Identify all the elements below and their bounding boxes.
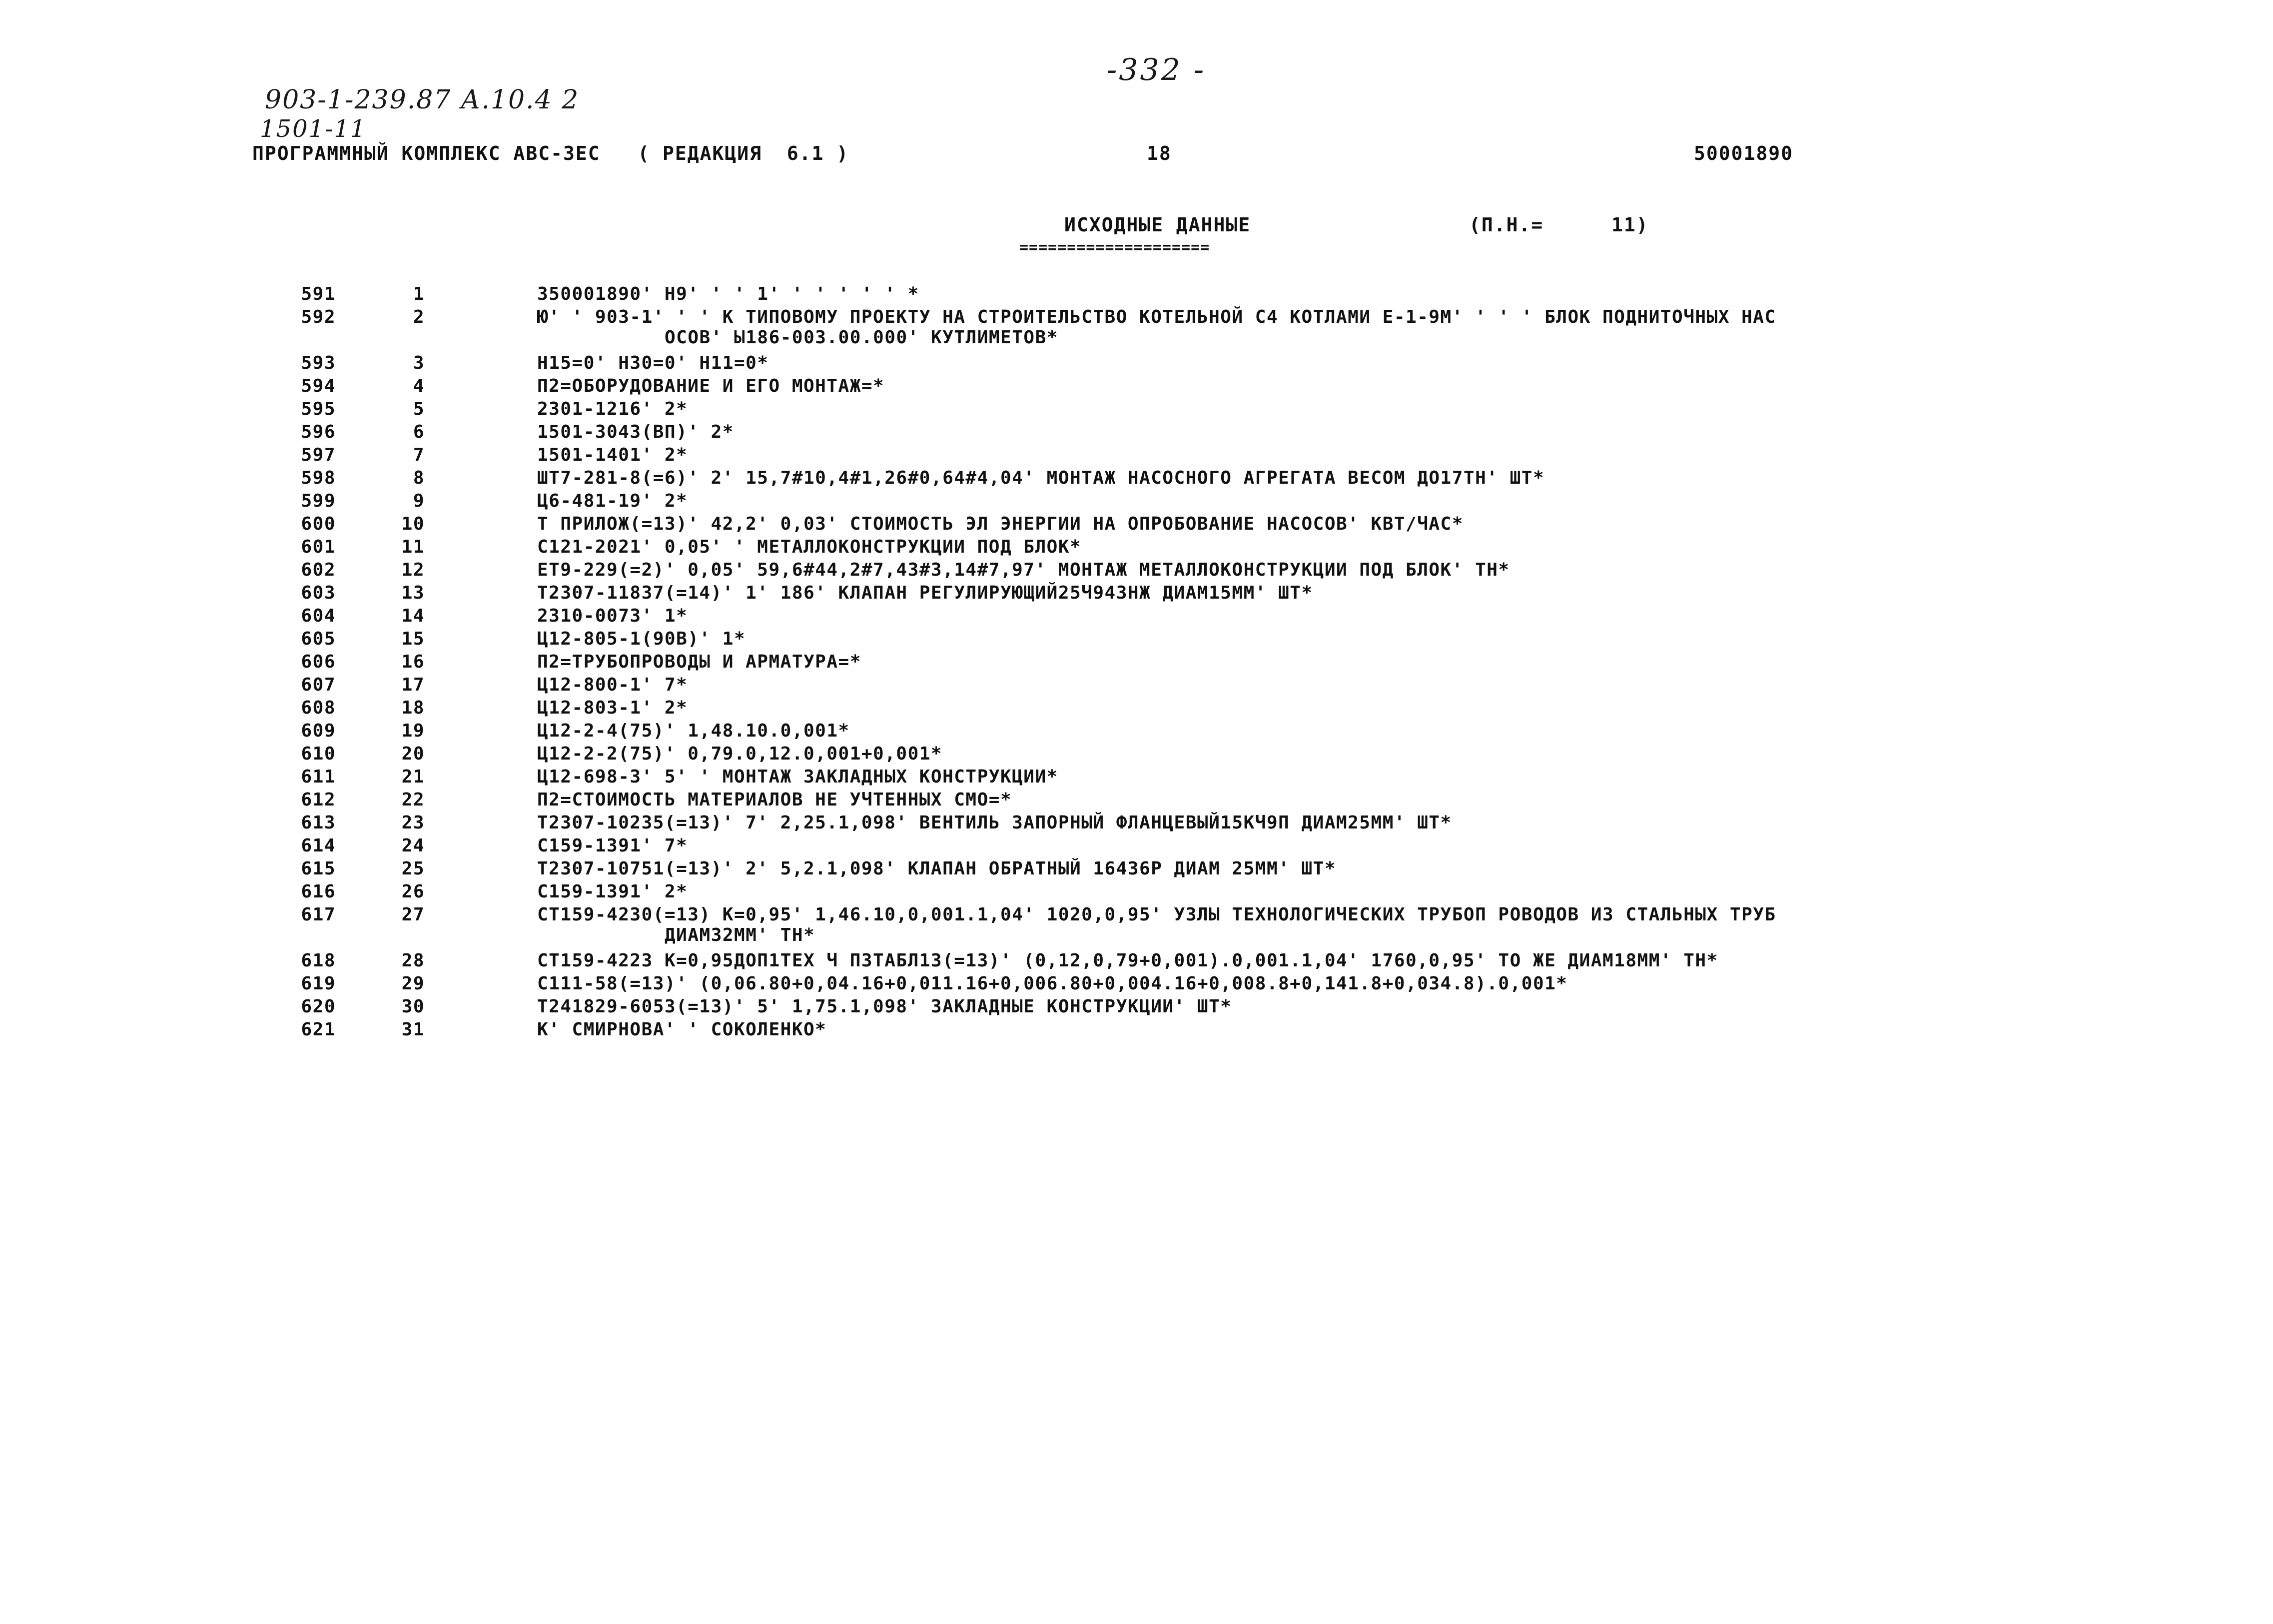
card-number: 11 <box>401 537 425 557</box>
card-text-main: Ю' ' 903-1' ' ' К ТИПОВОМУ ПРОЕКТУ НА СТРОИТЕЛЬСТВО КОТЕЛЬНОЙ С4 КОТЛАМИ Е-1-9М' ' ' ' БЛОК ПОДНИТОЧНЫХ НАС <box>537 307 1776 327</box>
card-text-main: С159-1391' 2* <box>537 881 688 902</box>
listing-row <box>0 973 2273 996</box>
card-text-main: ЕТ9-229(=2)' 0,05' 59,6#44,2#7,43#3,14#7,97' МОНТАЖ МЕТАЛЛОКОНСТРУКЦИИ ПОД БЛОК' ТН* <box>537 560 1510 580</box>
listing-row <box>0 698 2273 721</box>
card-text-main: Т ПРИЛОЖ(=13)' 42,2' 0,03' СТОИМОСТЬ ЭЛ ЭНЕРГИИ НА ОПРОБОВАНИЕ НАСОСОВ' КВТ/ЧАС* <box>537 514 1464 534</box>
card-number: 16 <box>401 652 425 672</box>
line-number: 616 <box>301 881 336 902</box>
listing-row <box>0 399 2273 422</box>
line-number: 617 <box>301 904 336 925</box>
card-text-main: Ц6-481-19' 2* <box>537 491 688 511</box>
card-text <box>537 1019 2036 1040</box>
card-number: 26 <box>401 881 425 902</box>
handwritten-document-code: 903-1-239.87 А.10.4 2 <box>265 85 580 115</box>
card-number: 24 <box>401 835 425 856</box>
card-text <box>537 767 2036 787</box>
card-text-main: Н15=0' Н30=0' Н11=0* <box>537 353 769 373</box>
line-number: 606 <box>301 652 336 672</box>
card-text-main: П2=СТОИМОСТЬ МАТЕРИАЛОВ НЕ УЧТЕННЫХ СМО=* <box>537 790 1012 810</box>
card-number: 19 <box>401 721 425 741</box>
listing-row <box>0 881 2273 904</box>
card-text <box>537 376 2036 396</box>
job-number: 50001890 <box>1694 142 1794 164</box>
card-text-main: П2=ТРУБОПРОВОДЫ И АРМАТУРА=* <box>537 652 861 672</box>
card-number: 13 <box>401 583 425 603</box>
listing-row <box>0 675 2273 698</box>
card-text <box>537 560 2036 580</box>
line-number: 593 <box>301 353 336 373</box>
card-number: 30 <box>401 996 425 1017</box>
listing-row <box>0 767 2273 790</box>
pn-label: (П.Н.= <box>1469 214 1544 236</box>
card-number: 9 <box>413 491 425 511</box>
line-number: 618 <box>301 950 336 971</box>
listing-row <box>0 629 2273 652</box>
card-text <box>537 790 2036 810</box>
line-number: 620 <box>301 996 336 1017</box>
listing-row <box>0 284 2273 307</box>
card-text-main: Ц12-803-1' 2* <box>537 698 688 718</box>
card-text <box>537 881 2036 902</box>
card-text-main: Ц12-805-1(90В)' 1* <box>537 629 746 649</box>
line-number: 601 <box>301 537 336 557</box>
listing-row <box>0 491 2273 514</box>
line-number: 610 <box>301 744 336 764</box>
card-number: 3 <box>413 353 425 373</box>
card-number: 29 <box>401 973 425 994</box>
card-text <box>537 675 2036 695</box>
card-number: 14 <box>401 606 425 626</box>
line-number: 597 <box>301 445 336 465</box>
card-text-main: С159-1391' 7* <box>537 835 688 856</box>
sheet-number: 18 <box>1147 142 1172 164</box>
line-number: 607 <box>301 675 336 695</box>
line-number: 611 <box>301 767 336 787</box>
line-number: 603 <box>301 583 336 603</box>
card-number: 4 <box>413 376 425 396</box>
line-number: 613 <box>301 812 336 833</box>
line-number: 615 <box>301 858 336 879</box>
listing-row <box>0 858 2273 881</box>
card-number: 2 <box>413 307 425 327</box>
handwritten-page-number: -332 - <box>1107 52 1206 87</box>
card-text-main: Т2307-11837(=14)' 1' 186' КЛАПАН РЕГУЛИРУЮЩИЙ25Ч943НЖ ДИАМ15ММ' ШТ* <box>537 583 1313 603</box>
card-text <box>537 537 2036 557</box>
handwritten-sheet-code: 1501-11 <box>260 115 367 143</box>
card-text <box>537 835 2036 856</box>
card-text-main: К' СМИРНОВА' ' СОКОЛЕНКО* <box>537 1019 827 1040</box>
card-text <box>537 858 2036 879</box>
listing-row <box>0 606 2273 629</box>
card-text <box>537 491 2036 511</box>
card-text <box>537 307 2036 348</box>
card-number: 12 <box>401 560 425 580</box>
card-text <box>537 353 2036 373</box>
card-number: 28 <box>401 950 425 971</box>
line-number: 619 <box>301 973 336 994</box>
card-number: 18 <box>401 698 425 718</box>
card-text <box>537 973 2036 994</box>
card-text <box>537 812 2036 833</box>
line-number: 591 <box>301 284 336 304</box>
listing-row <box>0 652 2273 675</box>
card-text <box>537 950 2036 971</box>
card-text-main: Т2307-10751(=13)' 2' 5,2.1,098' КЛАПАН ОБРАТНЫЙ 16436Р ДИАМ 25ММ' ШТ* <box>537 858 1336 879</box>
card-text-main: ШТ7-281-8(=6)' 2' 15,7#10,4#1,26#0,64#4,04' МОНТАЖ НАСОСНОГО АГРЕГАТА ВЕСОМ ДО17ТН' ШТ* <box>537 468 1545 488</box>
card-number: 20 <box>401 744 425 764</box>
card-number: 31 <box>401 1019 425 1040</box>
card-text-continuation: ДИАМ32ММ' ТН* <box>665 925 815 945</box>
card-text <box>537 583 2036 603</box>
program-header: ПРОГРАММНЫЙ КОМПЛЕКС АВС-ЗЕС ( РЕДАКЦИЯ 6.1 ) <box>252 142 849 164</box>
card-text-main: Ц12-2-4(75)' 1,48.10.0,001* <box>537 721 850 741</box>
line-number: 614 <box>301 835 336 856</box>
line-number: 594 <box>301 376 336 396</box>
card-text-main: 1501-1401' 2* <box>537 445 688 465</box>
card-text <box>537 652 2036 672</box>
card-text <box>537 721 2036 741</box>
card-text-main: 2310-0073' 1* <box>537 606 688 626</box>
card-text <box>537 445 2036 465</box>
line-number: 604 <box>301 606 336 626</box>
listing-row <box>0 1019 2273 1042</box>
listing-row <box>0 812 2273 835</box>
card-text-main: С121-2021' 0,05' ' МЕТАЛЛОКОНСТРУКЦИИ ПОД БЛОК* <box>537 537 1082 557</box>
line-number: 609 <box>301 721 336 741</box>
line-number: 592 <box>301 307 336 327</box>
listing-row <box>0 950 2273 973</box>
card-number: 8 <box>413 468 425 488</box>
card-text-main: СТ159-4223 К=0,95ДОП1ТЕХ Ч П3ТАБЛ13(=13)' (0,12,0,79+0,001).0,001.1,04' 1760,0,95' ТО ЖЕ ДИАМ18ММ' ТН* <box>537 950 1718 971</box>
card-text <box>537 284 2036 304</box>
card-text-main: С111-58(=13)' (0,06.80+0,04.16+0,011.16+0,006.80+0,004.16+0,008.8+0,141.8+0,034.8).0,001* <box>537 973 1568 994</box>
line-number: 599 <box>301 491 336 511</box>
listing-row <box>0 514 2273 537</box>
card-text <box>537 422 2036 442</box>
card-text <box>537 399 2036 419</box>
line-number: 612 <box>301 790 336 810</box>
card-text-main: 1501-3043(ВП)' 2* <box>537 422 734 442</box>
listing-row <box>0 583 2273 606</box>
card-number: 5 <box>413 399 425 419</box>
card-text-main: 350001890' Н9' ' ' 1' ' ' ' ' ' * <box>537 284 919 304</box>
listing-row <box>0 353 2273 376</box>
pn-value: 11) <box>1611 214 1649 236</box>
card-text <box>537 606 2036 626</box>
card-text-main: Ц12-800-1' 7* <box>537 675 688 695</box>
card-text-main: СТ159-4230(=13) К=0,95' 1,46.10,0,001.1,04' 1020,0,95' УЗЛЫ ТЕХНОЛОГИЧЕСКИХ ТРУБОП РОВОДОВ ИЗ СТАЛЬНЫХ ТРУБ <box>537 904 1776 925</box>
card-number: 21 <box>401 767 425 787</box>
line-number: 605 <box>301 629 336 649</box>
card-number: 22 <box>401 790 425 810</box>
card-number: 27 <box>401 904 425 925</box>
listing-row <box>0 904 2273 950</box>
card-text-main: Т2307-10235(=13)' 7' 2,25.1,098' ВЕНТИЛЬ ЗАПОРНЫЙ ФЛАНЦЕВЫЙ15КЧ9П ДИАМ25ММ' ШТ* <box>537 812 1452 833</box>
line-number: 608 <box>301 698 336 718</box>
card-text <box>537 514 2036 534</box>
card-text <box>537 698 2036 718</box>
listing-row <box>0 468 2273 491</box>
listing-row <box>0 835 2273 858</box>
card-number: 1 <box>413 284 425 304</box>
listing-row <box>0 537 2273 560</box>
listing-row <box>0 422 2273 445</box>
card-text <box>537 744 2036 764</box>
card-text <box>537 904 2036 945</box>
card-text-main: 2301-1216' 2* <box>537 399 688 419</box>
card-text-continuation: ОСОВ' Ы186-003.00.000' КУТЛИМЕТОВ* <box>665 327 1058 348</box>
listing-row <box>0 996 2273 1019</box>
card-number: 23 <box>401 812 425 833</box>
card-text-main: П2=ОБОРУДОВАНИЕ И ЕГО МОНТАЖ=* <box>537 376 885 396</box>
card-number: 25 <box>401 858 425 879</box>
section-title-underline: ==================== <box>1019 239 1210 256</box>
card-number: 7 <box>413 445 425 465</box>
card-number: 15 <box>401 629 425 649</box>
card-text-main: Ц12-2-2(75)' 0,79.0,12.0,001+0,001* <box>537 744 943 764</box>
line-number: 598 <box>301 468 336 488</box>
card-text <box>537 996 2036 1017</box>
line-number: 595 <box>301 399 336 419</box>
listing-row <box>0 307 2273 353</box>
card-text <box>537 629 2036 649</box>
card-number: 6 <box>413 422 425 442</box>
line-number: 596 <box>301 422 336 442</box>
card-number: 10 <box>401 514 425 534</box>
line-number: 600 <box>301 514 336 534</box>
listing-row <box>0 560 2273 583</box>
section-title: ИСХОДНЫЕ ДАННЫЕ <box>1064 214 1251 236</box>
listing-row <box>0 376 2273 399</box>
line-number: 602 <box>301 560 336 580</box>
data-listing <box>0 284 2273 1042</box>
listing-row <box>0 744 2273 767</box>
listing-row <box>0 721 2273 744</box>
card-text <box>537 468 2036 488</box>
line-number: 621 <box>301 1019 336 1040</box>
listing-row <box>0 445 2273 468</box>
listing-row <box>0 790 2273 812</box>
card-number: 17 <box>401 675 425 695</box>
card-text-main: Ц12-698-3' 5' ' МОНТАЖ ЗАКЛАДНЫХ КОНСТРУКЦИИ* <box>537 767 1058 787</box>
card-text-main: Т241829-6053(=13)' 5' 1,75.1,098' ЗАКЛАДНЫЕ КОНСТРУКЦИИ' ШТ* <box>537 996 1232 1017</box>
